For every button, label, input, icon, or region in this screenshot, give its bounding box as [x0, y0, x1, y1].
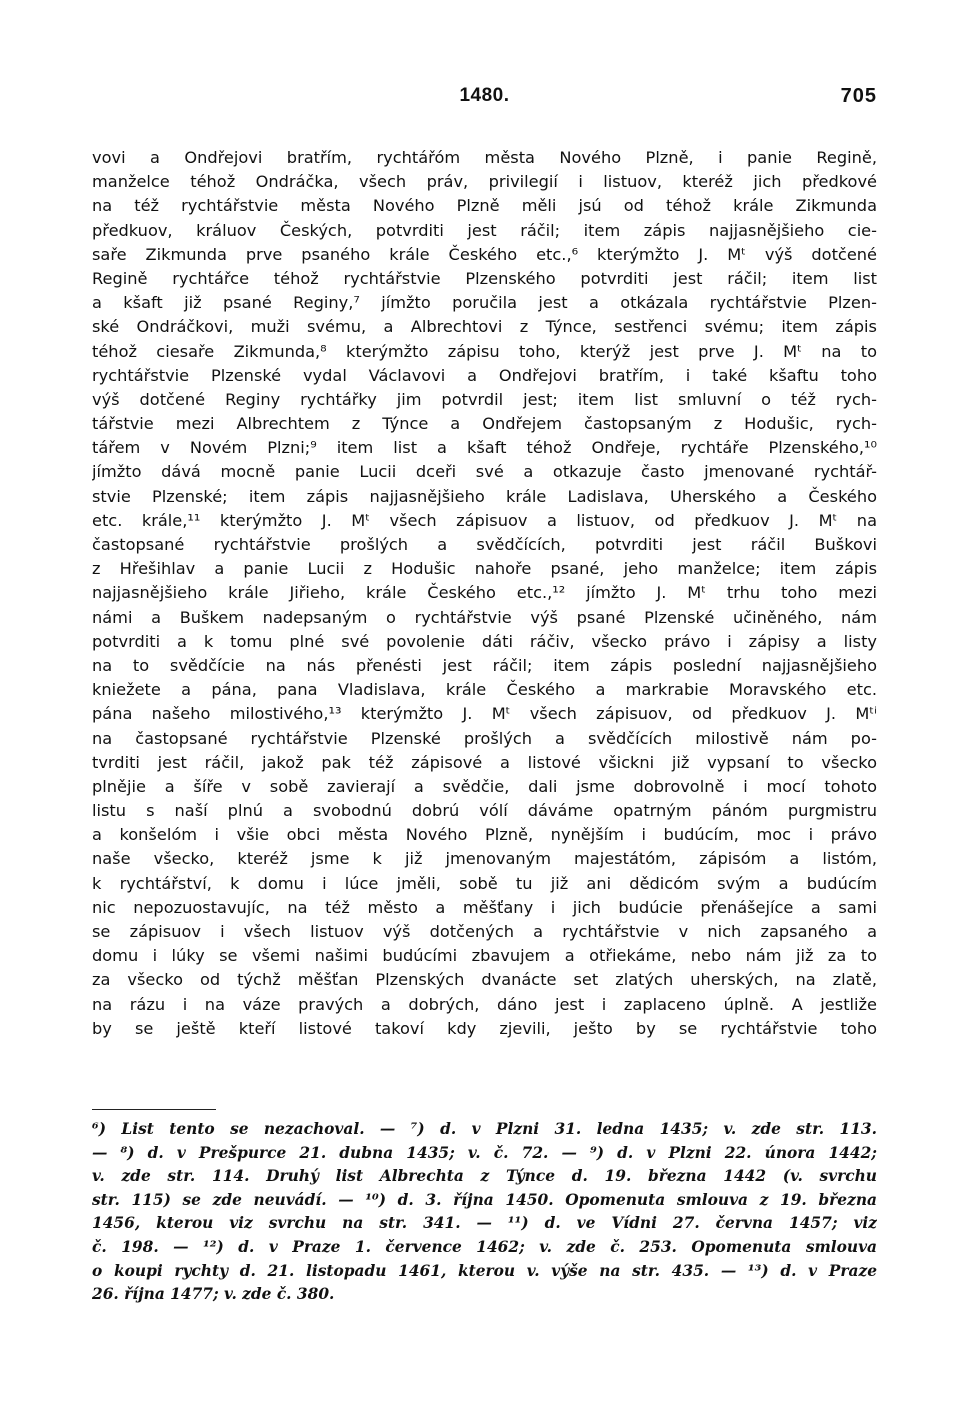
text-line: téhož ciesaře Zikmunda,⁸ kterýmžto zápisu toho, kterýž jest prve J. Mᵗ na to: [92, 341, 877, 361]
footnote-line: — ⁸) d. v Prešpurce 21. dubna 1435; v. č. 72. — ⁹) d. v Plzni 22. února 1442;: [92, 1143, 877, 1162]
text-line: najjasnějšieho krále Jiřieho, krále Českého etc.,¹² jímžto J. Mᵗ trhu toho mezi: [92, 583, 877, 603]
text-line: námi a Buškem nadepsaným o rychtářstvie výš psané Plzenské učiněného, nám: [92, 607, 877, 627]
footnote-line: 1456, kterou viz svrchu na str. 341. — ¹¹) d. ve Vídni 27. června 1457; viz: [92, 1214, 877, 1233]
text-line: předkuov, králuov Českých, potvrditi jest ráčil; item zápis najjasnějšieho cie-: [92, 220, 877, 240]
text-line: stvie Plzenské; item zápis najjasnějšieho krále Ladislava, Uherského a Českého: [92, 486, 877, 506]
footnote-line: č. 198. — ¹²) d. v Praze 1. července 1462; v. zde č. 253. Opomenuta smlouva: [92, 1237, 877, 1256]
footnote-separator: [92, 1109, 216, 1110]
footnote-line: v. zde str. 114. Druhý list Albrechta z Týnce d. 19. března 1442 (v. svrchu: [92, 1167, 877, 1186]
text-line: domu i lúky se všemi našimi budúcími zbavujem a otřiekáme, nebo nám již za to: [92, 946, 877, 966]
text-line: tářem v Novém Plzni;⁹ item list a kšaft téhož Ondřeje, rychtáře Plzenského,¹⁰: [92, 438, 877, 458]
text-line: rychtářstvie Plzenské vydal Václavovi a Ondřejovi bratřím, i také kšaftu toho: [92, 365, 877, 385]
text-line: častopsané rychtářstvie prošlých a svědčících, potvrditi jest ráčil Buškovi: [92, 535, 877, 554]
text-line: naše všecko, kteréž jsme k již jmenovaným majestátóm, zápisóm a listóm,: [92, 849, 877, 869]
footnote-line: 26. října 1477; v. zde č. 380.: [92, 1285, 335, 1304]
page-number: 705: [840, 85, 877, 107]
text-line: vovi a Ondřejovi bratřím, rychtářóm města Nového Plzně, i panie Regině,: [92, 148, 877, 167]
text-line: nic nepozuostavujíc, na též město a měšťany i jich budúcie přenášejíce a sami: [92, 897, 877, 917]
text-line: tvrditi jest ráčil, jakož pak též zápisové a listové všickni již vypsaní to všecko: [92, 752, 877, 772]
text-line: listu s naší plnú a svobodnú dobrú vólí dáváme opatrným pánóm purgmistru: [92, 801, 877, 821]
text-line: a kšaft již psané Reginy,⁷ jímžto poručila jest a otkázala rychtářstvie Plzen-: [92, 293, 877, 313]
text-line: by se ještě kteří listové takoví kdy zjevili, ješto by se rychtářstvie toho: [92, 1018, 877, 1038]
text-line: z Hřešihlav a panie Lucii z Hodušic nahoře psané, jeho manželce; item zápis: [92, 559, 877, 579]
text-line: na též rychtářstvie města Nového Plzně měli jsú od téhož krále Zikmunda: [92, 196, 877, 216]
text-line: jímžto dává mocně panie Lucii dceři své a otkazuje často jmenované rychtář-: [92, 462, 877, 482]
text-line: na častopsané rychtářstvie Plzenské prošlých a svědčících milostivě nám po-: [92, 728, 877, 748]
text-line: na to svědčície na nás přenésti jest ráčil; item zápis poslední najjasnějšieho: [92, 655, 877, 675]
text-line: plnějie a šíře v sobě zavierají a svědčie, dali jsme dobrovolně i mocí tohoto: [92, 776, 877, 796]
text-line: na rázu i na váze pravých a dobrých, dáno jest i zaplaceno úplně. A jestliže: [92, 994, 877, 1014]
page-header: [92, 85, 877, 115]
footnote-line: ⁶) List tento se nezachoval. — ⁷) d. v Plzni 31. ledna 1435; v. zde str. 113.: [92, 1120, 877, 1138]
main-text: [92, 146, 877, 1041]
text-line: pána našeho milostivého,¹³ kterýmžto J. Mᵗ všech zápisuov, od předkuov J. Mᵗⁱ: [92, 704, 877, 724]
text-line: se zápisuov i všech listuov výš dotčených a rychtářstvie v nich zapsaného a: [92, 922, 877, 941]
text-line: manželce téhož Ondráčka, všech práv, privilegií i listuov, kteréž jich předkové: [92, 172, 877, 192]
footnote-line: str. 115) se zde neuvádí. — ¹⁰) d. 3. října 1450. Opomenuta smlouva z 19. března: [92, 1190, 877, 1209]
text-line: potvrditi a k tomu plné své povolenie dáti ráčiv, všecko právo i zápisy a listy: [92, 631, 877, 651]
text-line: kniežete a pána, pana Vladislava, krále Českého a markrabie Moravského etc.: [92, 680, 877, 700]
footnote-line: o koupi rychty d. 21. listopadu 1461, kterou v. výše na str. 435. — ¹³) d. v Praze: [92, 1261, 877, 1280]
running-head-year: 1480.: [459, 85, 510, 106]
text-line: ské Ondráčkovi, muži svému, a Albrechtovi z Týnce, sestřenci svému; item zápis: [92, 317, 877, 337]
text-line: etc. krále,¹¹ kterýmžto J. Mᵗ všech zápisuov a listuov, od předkuov J. Mᵗ na: [92, 510, 877, 530]
text-line: k rychtářství, k domu i lúce jměli, sobě tu již ani dědicóm svým a budúcím: [92, 873, 877, 893]
text-line: saře Zikmunda prve psaného krále Českého etc.,⁶ kterýmžto J. Mᵗ výš dotčené: [92, 244, 877, 264]
text-line: výš dotčené Reginy rychtářky jim potvrdil jest; item list smluvní o též rych-: [92, 389, 877, 409]
text-line: a konšelóm i všie obci města Nového Plzně, nynějším i budúcím, moc i právo: [92, 825, 877, 845]
text-line: Regině rychtářce téhož rychtářstvie Plzenského potvrditi jest ráčil; item list: [92, 268, 877, 288]
text-line: tářstvie mezi Albrechtem z Týnce a Ondřejem častopsaným z Hodušic, rych-: [92, 414, 877, 434]
footnotes: [92, 1118, 877, 1307]
text-line: za všecko od týchž měšťan Plzenských dvanácte set zlatých uherských, na zlatě,: [92, 970, 877, 990]
